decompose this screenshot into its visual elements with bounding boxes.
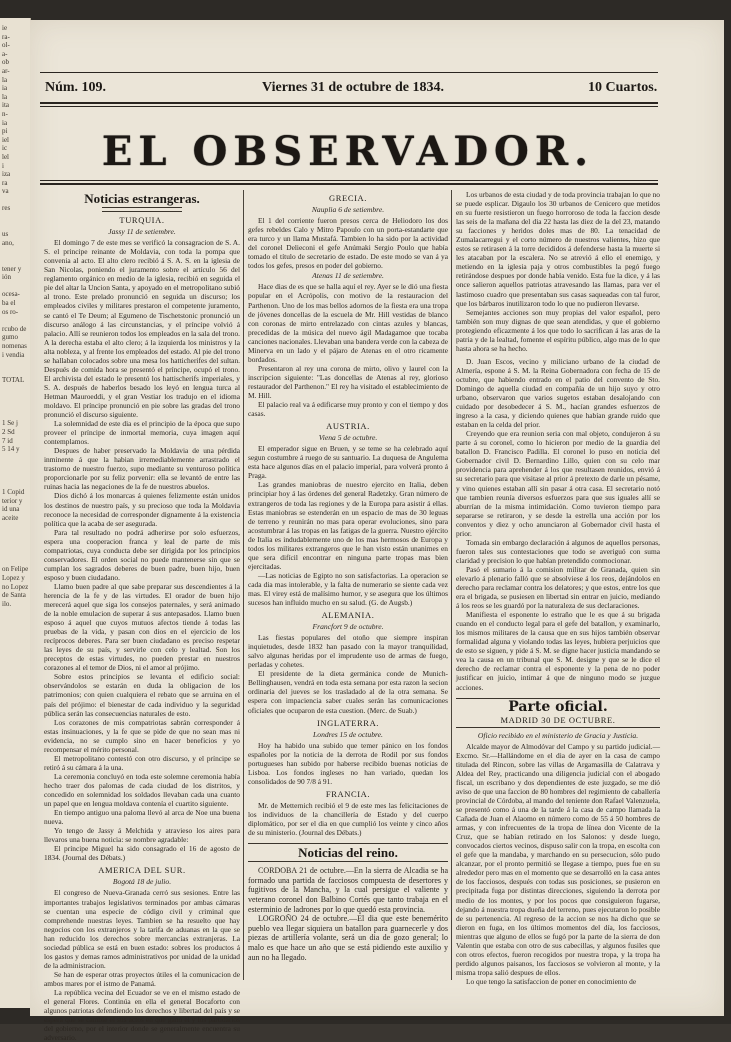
paragraph: Manifiesta el esponente lo estraño que le es que á su brigada cuando en el conducto legal para el gefe del batallon, y examinarlo, los mismos militares de la causa que en sus hijos también observar formalidad alguna y violando todas las leyes, hubiera perjuicios que de esto se siguen, y pide á S. M. se digne hacer justicia mandando se vea la causa en un tribunal que S. M. designe y que se le dice el derecho de reclamar contra el esponente y la pena de no poder justificar en juicio, intimar á que de ninguno modo se juzgue acciones. — [456, 610, 660, 692]
paragraph: CORDOBA 21 de octubre.—En la sierra de Alcadia se ha formado una partida de facciosos compuesta de desertores y fugitivos de la Mancha, y la cual persigue el valiente y veterano coronel don Balbino Cortés que tanto trabaja en el esterminio de ladrones por lo que quedó esta provincia. — [248, 866, 448, 914]
heading-turquia: TURQUIA. — [119, 215, 165, 226]
official-source: Oficio recibido en el ministerio de Gracia y Justicia. — [477, 730, 639, 740]
paragraph: Sobre estos principios se levanta el edificio social: observándolos se estarán en duda la obligacion de los patrimonios; con quien cualquiera el rebato que se arruina en el país del prójimo: el bienestar de cada individuo y la seguridad pública serán las consecuencias naturales de esto. — [44, 672, 240, 718]
dateline-francfort: Francfort 9 de octubre. — [312, 622, 384, 632]
issue-price: 10 Cuartos. — [588, 80, 658, 95]
dateline-londres: Londres 15 de octubre. — [313, 729, 383, 739]
dateline-madrid: MADRID 30 DE OCTUBRE. — [500, 714, 616, 725]
column-2 — [248, 190, 448, 980]
paragraph: Los urbanos de esta ciudad y de toda provincia trabajan lo que no se puede esplicar. Digaulo los 30 urbanos de Cenicero que metidos en su fuerte resistieron un fuego horroroso de toda la faccion desde las seis de la mañana del dia 22 hasta las diez de la del 23, matando su facciones y heridos doles mas de 80. La tenacidad de Zumalacarregui y el corto número de nuestros valientes, hizo que estos se retirasen á la torre decididos á defenderse hasta la muerte si les atacaban por la escalera. No se atrevió á ello el enemigo, y metiendo en la iglesia paja y otros combustibles la pegó fuego retirándose despues por donde había venido. Esta fue la dice, y á las once salieron aquellos patriotas atravesando las llamas, para ver el lastimoso cuadro que presentaban sus casas saqueadas con tal furor, que los bárbaros inutilizaron todo lo que no pudieron llevarse. — [456, 190, 660, 308]
section-national-news: Noticias del reino. — [298, 845, 398, 861]
issue-date: Viernes 31 de octubre de 1834. — [262, 80, 444, 95]
paragraph: Alcalde mayor de Almodóvar del Campo y su partido judicial.—Excmo. Sr.—Hallándome en el dia de ayer en la casa de campo titulada del Rincon, sobre las villas de Argamasilla de Calatrava y Aldea del Rey, practicando una diligencia judicial con el abogado fiscal, un escribano y dos dependientes de este juzgado, se me dió aviso de que una faccion de 80 hombres del regimiento de caballería provincial de Córdoba, al mando del teniente don Rafael Valenzuela, se presentó como á una de la tarde á la casa de campo llamada la Cañada de Juan el Alaomo en número como de 55 á 50 hombres de armas, y con infrecuentes de la tropa de línea don Vicente de la Cruz, que se habían retirado en los Salonos: y desde luego, convocados ciertos vecinos, dispuso salir con la tropa, en escolta con el gefe que la mandaba, y marchando en su persecucion, sólo pudo alcanzar, por el pronto permitió se llegase a tiempo, pues fue en su alrededor pero mas en el momento que se desarrolló en la casa antes de los facciosos, después con todas sus posiciones, se pusieron en precipitada fuga por distintas direcciones, siguiendo la derrota por medio de los montes, y por los pocos que consiguieron fugarse, dejando á nuestra tropa dueña del terreno, pues ejecutaron lo posible de su pertenencia. Al regreso de la accion se nos ha dicho que se dieron en fuga, en los últimos momentos del día, los facciosos, mientras que alguno de ellos se fugó por la parte de la sierra de don Valentin que estaba con otro de sus cabecillas, y algunos fusiles que con otros efectos, fueron recogidos por nuestra tropa, y la tropa ha perdido algunos paisanos, los facciosos se volvieron al monte, y la misma tropa salió despues de ellos. — [456, 741, 661, 977]
section-rule — [248, 843, 448, 844]
top-rule — [40, 72, 658, 73]
left-page-edge — [0, 18, 31, 1008]
paragraph: En tiempo antiguo una paloma llevó al arca de Noe una buena nueva. — [44, 808, 240, 827]
column-3 — [456, 190, 661, 986]
dateline-viena: Viena 5 de octubre. — [318, 433, 378, 443]
heading-alemania: ALEMANIA. — [321, 610, 375, 621]
title-word: OBSERVADOR. — [192, 128, 595, 175]
paragraph: Se han de esperar otras proyectos útiles el la comunicacion de ambos mares por el istmo de Panamá. — [44, 969, 240, 988]
heading-austria: AUSTRIA. — [326, 421, 370, 432]
issue-number: Núm. 109. — [45, 80, 107, 95]
paragraph: Pasó el sumario á la comision militar de Granada, quien sin elevarlo á plenario falló que se absolviese á los reos, dejándolos en derecho para reclamar contra los delatores; y que estos, entre los que era el brigada, se pusiesen en libertad sin entrar en juicio, mediando á los reos se les guardó por la naturaleza de sus declaraciones. — [456, 564, 660, 611]
paragraph: Presentaron al rey una corona de mirto, olivo y laurel con la inscripcion siguiente: "Las doncellas de Atenas al rey, glorioso restaurador del Parthenon." El rey ha visitado el establecimiento de M. Hill. — [248, 363, 448, 400]
paragraph: Hoy ha habido una subido que temer pánico en los fondos españoles por la noticia de la derrota de Rodil por sus fondos portugueses han subido por haberse recibido buenas noticias de Lisboa. Los fondos ingleses no han variado, quedan los consolidados de 90 7/8 á 91. — [248, 740, 448, 786]
section-official: Parte oficial. — [508, 698, 608, 715]
paragraph: El palacio real va á edificarse muy pronto y con el tiempo y dos casas. — [248, 400, 448, 419]
column-divider-2 — [451, 190, 452, 980]
paragraph: El príncipe Miguel ha sido consagrado el 16 de agosto de 1834. (Journal des Débats.) — [44, 844, 240, 863]
newspaper-title — [40, 118, 656, 178]
section-rule — [456, 698, 660, 699]
dateline-bogota: Bogotá 18 de julio. — [112, 877, 172, 887]
paragraph: La ceremonia concluyó en toda este solemne ceremonia había hecho traer dos palomas de cada ciudad de los distritos, y concedido en solemnidad los soldados llevaban cada una cuanto un papel que en lengua moldava contenía el cuartito siguiente. — [44, 771, 240, 809]
paragraph: Tomada sin embargo declaración á algunos de aquellos personas, fueron tales sus contestaciones que todo se averiguó con suma claridad y precision lo que habían pretendido conmocionar. — [456, 537, 660, 565]
paragraph: Yo tengo de Jassy á Melchida y atravieso los aires para llevaros una buena noticia: se nombre agradable: — [44, 826, 240, 845]
header-rule-2 — [40, 106, 658, 107]
title-rule-1 — [40, 180, 658, 181]
paragraph: Los corazones de mis compatriotas sabrán corresponder á estas insinuaciones, y la fe que se pide de que no sean mas ni evidencia, no se cumplo sino en hacer beneficios y yo recompensar el mérito personal. — [44, 717, 240, 754]
dateline-atenas: Atenas 11 de setiembre. — [312, 271, 384, 281]
paragraph: Semejantes acciones son muy propias del valor español, pero también son muy dignas de que sean atendidas, y que el gobierno protegiendo eficazmente á los que todo lo sacrifican á las aras de la patria y de la lealtad, fomente el espíritu público, algo mas de lo que hasta ahora se ha hecho. — [456, 307, 660, 353]
section-rule — [456, 727, 660, 728]
paragraph: LOGROÑO 24 de octubre.—El dia que este benemérito pueblo vea llegar siquiera un batallon para guarnecerle y dos piezas de artillería volante, será un dia de gozo general; lo malo es que hace un año que se está pidiendo este auxilio y aun no ha llegado. — [248, 914, 448, 962]
dateline-nauplia: Nauplia 6 de setiembre. — [311, 205, 385, 215]
paragraph: Las fiestas populares del otoño que siempre inspiran inquietudes, desde 1832 han pasado con la mayor tranquilidad, salvo algunas heridas por el imprudente uso de armas de fuego, perladas y cohetes. — [248, 633, 448, 670]
paragraph: El emperador sigue en Bruen, y se teme se ha celebrado aquí segun costumbre á ruego de su santuario. La duquesa de Angulema esta hace algunos días en el palacio imperial, para volverá pronto á Praga. — [248, 444, 448, 481]
paragraph: La solemnidad de este dia es el principio de la época que supo proveer el príncipe de inmortal memoria, cuya imagen aquí contemplamos. — [44, 419, 240, 447]
section-foreign-news: Noticias estrangeras. — [84, 191, 200, 206]
section-rule — [248, 861, 448, 862]
paragraph: Lo que tengo la satisfaccion de poner en conocimiento de — [466, 976, 637, 986]
column-1 — [44, 190, 240, 1042]
heading-grecia: GRECIA. — [329, 193, 367, 203]
dateline-jassy: Jassy 11 de setiembre. — [108, 227, 176, 237]
paragraph: La república vecina del Ecuador se ve en el mismo estado de el general Flores. Continúa en ella el general Bocaforto con algunos patriotas defendiendo los derechos y libertad del país y se espera que se cambie el sus actos en que ganó el y los partidarios del gobierno, por el interior donde se generalmente encuentra su adversario. — [44, 987, 240, 1042]
heading-america: AMERICA DEL SUR. — [98, 865, 186, 876]
column-divider-1 — [243, 190, 244, 980]
title-rule-2 — [40, 183, 658, 185]
paragraph: Para tal resultado no podrá adherirse por solo esfuerzos, espera una cooperacion franca y leal de parte de mis compatriotas, cuya conducta debe ser dirigida por los principios conservadores. El orden social no puede mantenerse sin que se cumplan los sagrados deberes de buen padre, buen hijo, buen esposo y buen ciudadano. — [44, 527, 240, 582]
paragraph: —Las noticias de Egipto no son satisfactorias. La operacion se cada dia mas intolerable, y la falta de numerario se siente cada vez mas. El virey está de malísimo humor, y se asegura que los últimos sucesos han influido mucho en su salud. (G. de Augsb.) — [248, 570, 448, 608]
paragraph: D. Juan Escos, vecino y miliciano urbano de la ciudad de Almería, espone á S. M. la Reina Gobernadora con fecha de 15 de octubre, que habiendo entrado en el patio del convento de Sto. Domingo de aquella ciudad en compañía de un hijo suyo y otro urbano, observaron que varios sugetos estaban desalojando con cuidado por desobedecer á S. M., hacían grandes esfuerzos de ingreso a la casa, y diciendo quienes que habían grande ruido que estaban en la celda del prior. — [456, 356, 660, 430]
paragraph: El metropolitano contestó con otro discurso, y el príncipe se retiró á su cámara á la una. — [44, 753, 240, 772]
heading-inglaterra: INGLATERRA. — [316, 717, 380, 728]
paragraph: Creyendo que era reunion seria con mal objeto, condujeron á su parte á su coronel, como lo hicieron por medio de la guardia del batallon D. Francisco Padilla. El coronel lo puso en noticia del Gobernador civil D. Bernardino Lillo, quien con su celo mar providencia para aprehender á los que resultasen reunidos, envió á su secretario para que visitase al prior á pretexto de darle un pésame, y vino quienes estaban allí sin pasar á otra casa. El secretario notó que tambien reunía diversos esfuerzos para que sus iguales allí se aburrían de la misma intimidación. Como tuvieron tiempo para separarse se retiraron, y se desde la estrella una acción por los conventos y diez y ocho anunciaron al Gobernador civil hasta el prior. — [456, 429, 660, 538]
section-rule — [102, 207, 182, 212]
paragraph: El presidente de la dieta germánica conde de Munich-Bellinghausen, vendrá en toda esta semana por esta razon la secion ordinaria del jueves se los trasladado al de la otra semana. Se espera con impaciencia saber cuales serán las comunicaciones oficiales que ocuparon de esta cuestion. (Merc. de Suab.) — [248, 669, 448, 715]
paragraph: Hace dias de es que se halla aquí el rey. Ayer se le dió una fiesta popular en el Acrópolis, con motivo de la restauracion del Parthenon. Uno de los mas bellos adornos de la fiesta era una tropa de jóvenes doncellas de la escuela de Mr. Hill vestidas de blanco con coronas de mirto entrelazado con cintas azules y blancas, precedidas de la música del nuevo ágil Madagamoe que tocaba canciones nacionales. Llevaban una bandera verde con la cabeza de Minerva en un lado y el pájaro de Atenas en el otro ricamente bordados. — [248, 282, 448, 364]
paragraph: Despues de haber preservado la Moldavia de una pérdida inminente á que la habian irremediablemente arrastrado el trastorno de nuestro fuerzo, supo mediante su venturoso política proporcionarle por su feliz porvenir: ella se levantó de entre las ruinas hacia las negaciones de la fe de nuestros abuelos. — [44, 446, 240, 492]
paragraph: El domingo 7 de este mes se verificó la consagracion de S. A. S. el principe reinante de Moldavia, con toda la pompa que convenia al acto. El alto clero recibió á S. A. S. en la iglesia de San Nicolas, poniendo el juramento sobre el artículo 56 del reglamento orgánico en medio de la iglesia, recibió en seguida el pie del altar la Uncion Santa, y apoyado en el metropolitano subió al trono. Este prelado pronunció en seguida un discurso; los empleados civiles y militares prestaron el competente juramento, se cantó el Te Deum; al Egumeno de Tischetstonic pronunció un discurso análogo á las circunstancias, y el príncipe volvió á palacio. Allí se reunieron todos los empleados en la sala del trono. A la derecha estaba el alto clero; á la izquierda los ministros y la alta nobleza, y al frente los empleados del estado. Al pie del trono se hallaban colocados sobre una mesa los hatticherifes del sultan. Después de comida hora se presentó el príncipe, ocupó el trono. El archivista del estado le presentó los hattischerifs imperiales, y S. A. después de haberlos besado los leyó en lengua turca al Hetman Mauroeddi, y el gran Vestiar los tradujo en el idioma moldavo. El príncipe pronunció en pie sobre las gradas del trono pronunció el discurso siguiente. — [44, 238, 240, 420]
paragraph: Las grandes maniobras de nuestro ejercito en Italia, deben principiar hoy á las órdenes del general Radetzky. Gran número de extrangeros de toda las regiones y de la Europa para asistir á ellas. Estas maniobras se estenderán en un espacio de mas de 30 leguas de terreno y reunirán no mas para operar evoluciones, sino para acostumbrar á las tropas en las fatigas de la guerra. Nuestro ejército de Italia es indudablemente uno de los mas hermosos de Europa y todos los militares extrangeros que le han visto están unanimes en que sera difícil encontrar en ninguna parte tropas mas bien ejercitadas. — [248, 480, 448, 571]
left-page-text: ie ra- ol- a- ob ar- la ia la ita n- ia pi iel ic lel i iza ra va res us ano, tener y ión ocesa- ba el os ro- rcubo de gumo nomenas i vendia TOTAL 1 Se j 2 Sd 7 id 5 14 y 1 Copid terior y id una aceite on Felipe Lopez y no Lopez de Santa ilo. — [2, 24, 29, 608]
paragraph: Dios dichó á los monarcas á quienes felizmente están unidos los destinos de nuestro país, y su precioso que toda la Moldavia reconoce la necesidad de corresponder dignamente á la existencia política que la acaba de ser asegurada. — [44, 491, 240, 528]
paragraph: Mr. de Metternich recibió el 9 de este mes las felicitaciones de los individuos de la chancillería de Estado y del cuerpo diplomático, por ser el dia en que cumplió los veinte y cinco años de su ministerio. (Journal des Débats.) — [248, 800, 448, 838]
paragraph: El 1 del corriente fueron presos cerca de Heliodoro los dos gefes rebeldes Calo y Mitro Papoulo con un porta-estandarte que era turco y un llama Mustafá. Tambien lo ha sido por la actividad del coronel Delieconi el gefe Anúmaki Sergio Poulo que había tomado el título de secretario de estado. De este modo se van á ya todos los gefes, presos en poder del gobierno. — [248, 216, 448, 271]
header-rule-1 — [40, 102, 658, 104]
paragraph: El congreso de Nueva-Granada cerró sus sesiones. Entre las importantes trabajos legislativos terminados por ambas cámaras se cuentan una especie de código civil y criminal que comprehende nuestras leyes. Tambien se ha resuelto que hay negocios con los extranjeros y la tarifa de aduanas en la que se han reducido los derechos sobre mercancías extranjeras. La sociedad pública se está en buen estado: sobres los productos á los gastos y demas ramos administrativos por unidad de la unidad de la administracion. — [44, 888, 240, 970]
paragraph: Llamo buen padre al que sabe preparar sus descendientes á la herencia de la fe y de las virtudes. El orador de buen hijo merecerá aquel que siga los consejos paternales, y será animado de la noble emulacion de superar á sus antepasados. Llamo buen esposo á aquel que cuyos mutuos afectos tiende á todas las pruebas de la vida, y pasan con dios en el ejercicio de los recíprocos deberes. Para ser buen ciudadano es preciso respetar las leyes de su país, y servirle con celo y lealtad. Son los preceptos de estas virtudes, no pueden prestar en nuestros corazones al el temor de Dios, ni el amor al prójimo. — [44, 581, 240, 673]
title-word: EL — [101, 128, 173, 175]
heading-francia: FRANCIA. — [325, 788, 371, 799]
